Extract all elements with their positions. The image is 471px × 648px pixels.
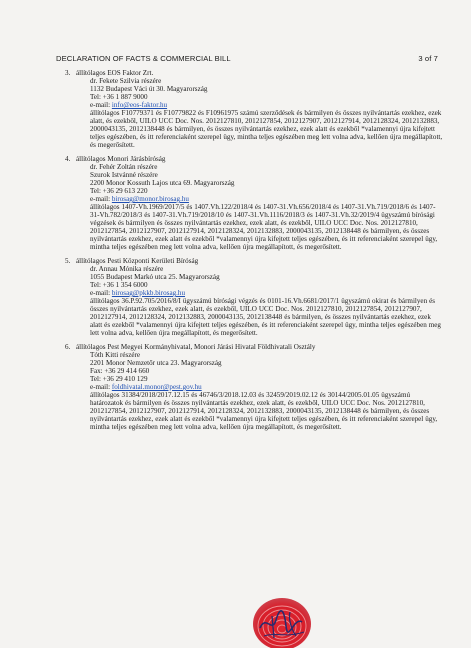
entry-number: 4. (65, 155, 71, 163)
entity-name: állítólagos Pesti Központi Kerületi Bíróság (76, 257, 199, 265)
address: 1132 Budapest Váci út 30. Magyarország (90, 85, 208, 93)
entry-list (65, 69, 444, 437)
email-line (76, 383, 444, 391)
entry-body: állítólagos 1407-Vh.1969/2017/5 és 1407.Vh.122/2018/4 és 1407-31.Vh.656/2018/4 és 1407-31.Vh.719/2018/6 és 1407-31-Vh.782/2018/3 és 1407-31.Vh.719/2018/10 és 1407-31.Vh.1116/2018/3 és 1407-31.Vh.32/2019/4 ügyszámú bírósági végzések és bármilyen és összes nyilvántartás ezekhez, ezek alatt, és ezekből, UILO UCC Doc. Nos. 2012127810, 2012127854, 2012127907, 2012127914, 2012128324, 2012132883, 2000043135, 2012138448 és bármilyen, és összes nyilvántartás ezekhez, ezek alatt és ezekből *valamennyi újra kifejtett teljes egészében, és itt referenciaként szerepel ügy, mintha teljes egészében meg lett volna adva, kellően újra megállapított, és megerősített. (90, 203, 438, 251)
entry-body: állítólagos 36.P.92.705/2016/8/I ügyszámú bírósági végzés és 0101-16.Vh.6681/2017/1 ügyszámú okirat és bármilyen és összes nyilvántartás ezekhez, ezek alatt, és ezekből, UILO UCC Doc. Nos. 2012127810, 2012127854, 2012127907, 2012127914, 2012128324, 2012132883, 2000043135, 2012138448 és bármilyen, és összes nyilvántartás ezekhez, ezek alatt és ezekből *valamennyi újra kifejtett teljes egészében, és itt referenciaként szerepel ügy, mintha teljes egészében meg lett volna adva, kellően újra megállapított, és megerősített. (90, 297, 441, 337)
entity-name: állítólagos Monori Járásbíróság (76, 155, 166, 163)
email-line (76, 101, 444, 109)
page-number: 3 of 7 (418, 54, 438, 63)
recipient: Tóth Kitti részére (90, 351, 141, 359)
address: 2200 Monor Kossuth Lajos utca 69. Magyarország (90, 179, 235, 187)
list-item (65, 343, 444, 431)
page-header (56, 54, 438, 63)
thumbprint-signature (246, 586, 318, 648)
email-label: e-mail: (90, 289, 112, 297)
list-item (65, 155, 444, 251)
phone: Tel: +36 1 887 9000 (90, 93, 148, 101)
entity-name: állítólagos EOS Faktor Zrt. (76, 69, 154, 77)
phone: Tel: +36 1 354 6000 (90, 281, 148, 289)
entity-name: állítólagos Pest Megyei Kormányhivatal, Monori Járási Hivatal Földhivatali Osztály (76, 343, 316, 351)
entry-number: 6. (65, 343, 71, 351)
list-item (65, 257, 444, 337)
email-link[interactable]: birosag@monor.birosag.hu (111, 195, 189, 203)
phone: Tel: +36 29 410 129 (90, 375, 148, 383)
recipient: dr. Fekete Szilvia részére (90, 77, 162, 85)
email-label: e-mail: (90, 383, 112, 391)
email-line (76, 195, 444, 203)
recipient-2: Szurok Istvánné részére (90, 171, 158, 179)
entry-number: 3. (65, 69, 71, 77)
email-link[interactable]: info@eos-faktor.hu (111, 101, 168, 109)
email-line (76, 289, 444, 297)
email-link[interactable]: foldhivatal.monor@pest.gov.hu (111, 383, 202, 391)
email-label: e-mail: (90, 101, 112, 109)
address: 2201 Monor Nemzetőr utca 23. Magyarország (90, 359, 222, 367)
entry-number: 5. (65, 257, 71, 265)
entry-body: állítólagos 31384/2018/2017.12.15 és 46746/3/2018.12.03 és 32459/2019.02.12 és 30144/2005.01.05 ügyszámú határozatok és bármilyen és összes nyilvántartás ezekhez, ezek alatt, és ezekből, UILO UCC Doc. Nos. 2012127810, 2012127854, 2012127907, 2012127914, 2012128324, 2012132883, 2000043135, 2012138448 és bármilyen, és összes nyilvántartás ezekhez, ezek alatt és ezekből *valamennyi újra kifejtett teljes egészében, és itt referenciaként szerepel ügy, mintha teljes egészében meg lett volna adva, kellően újra megállapított, és megerősített. (90, 391, 438, 431)
email-link[interactable]: birosag@pkkb.birosag.hu (111, 289, 186, 297)
email-label: e-mail: (90, 195, 112, 203)
recipient: dr. Fehér Zoltán részére (90, 163, 158, 171)
list-item (65, 69, 444, 149)
document-title: DECLARATION OF FACTS & COMMERCIAL BILL (56, 54, 231, 63)
phone: Tel: +36 29 613 220 (90, 187, 148, 195)
address: 1055 Budapest Markó utca 25. Magyarország (90, 273, 220, 281)
fax: Fax: +36 29 414 660 (90, 367, 150, 375)
entry-body: állítólagos F10779371 és F10779822 és F10961975 számú szerződések és bármilyen és összes nyilvántartás ezekhez, ezek alatt, és ezekből, UILO UCC Doc. Nos. 2012127810, 2012127854, 2012127907, 2012127914, 2012128324, 2012132883, 2000043135, 2012138448 és bármilyen, és összes nyilvántartás ezekhez, ezek alatt és ezekből *valamennyi újra kifejtett teljes egészében, és itt referenciaként szerepel ügy, mintha teljes egészében meg lett volna adva, kellően újra megállapított, és megerősített. (90, 109, 443, 149)
recipient: dr. Annau Mónika részére (90, 265, 164, 273)
